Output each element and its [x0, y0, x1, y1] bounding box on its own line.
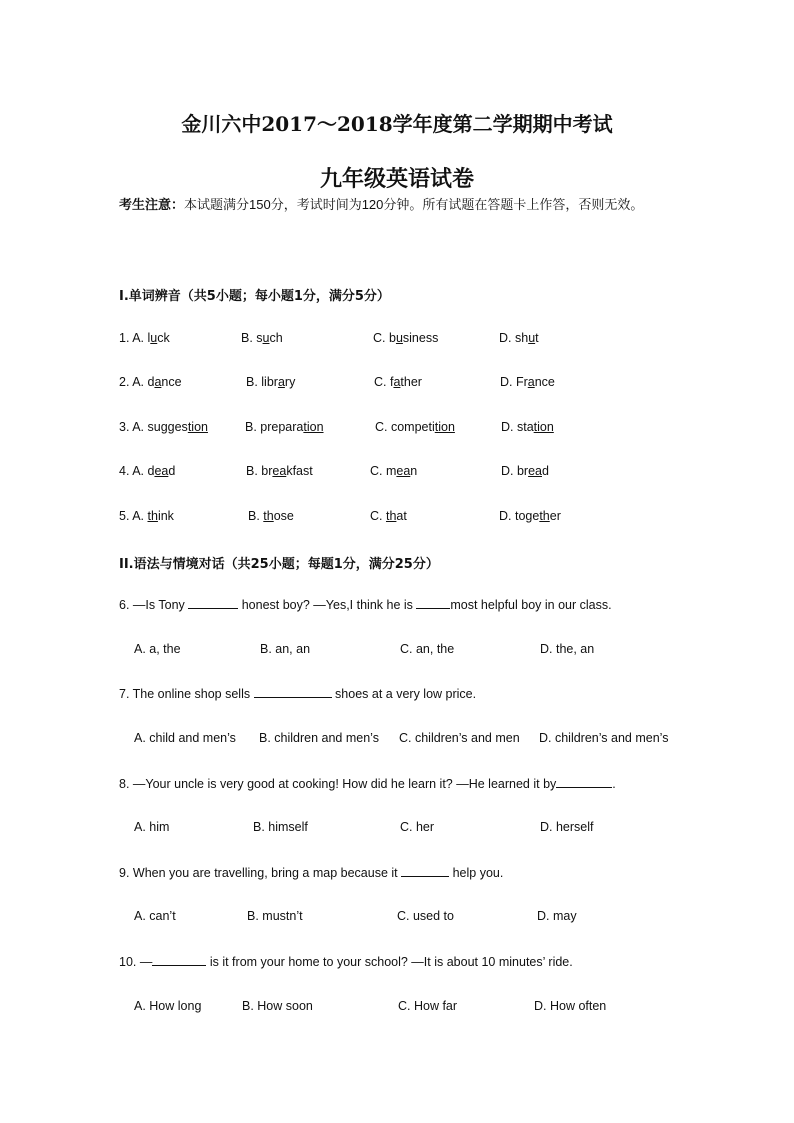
question-6: 6. —Is Tony honest boy? —Yes,I think he is most helpful boy in our class.	[119, 598, 612, 612]
q7-option-c: C. children’s and men	[399, 731, 520, 745]
q3-option-b: B. preparation	[245, 420, 324, 434]
exam-notice	[119, 194, 643, 213]
answer-blank	[152, 954, 206, 966]
q5-option-b: B. those	[248, 509, 294, 523]
q6-option-d: D. the, an	[540, 642, 595, 656]
q4-option-a: 4. A. dead	[119, 464, 176, 478]
q10-option-b: B. How soon	[242, 999, 313, 1013]
section-2-heading: II.语法与情境对话（共25小题；每题1分，满分25分）	[119, 557, 439, 572]
underlined-letters: a	[527, 375, 535, 389]
question-8: 8. —Your uncle is very good at cooking! How did he learn it? —He learned it by .	[119, 777, 616, 791]
q8-option-d: D. herself	[540, 820, 594, 834]
q2-option-b: B. library	[246, 375, 296, 389]
q8-option-c: C. her	[400, 820, 435, 834]
answer-blank	[401, 865, 449, 877]
answer-blank	[188, 597, 238, 609]
q6-option-a: A. a, the	[134, 642, 181, 656]
underlined-letters: tion	[187, 420, 208, 434]
question-10: 10. — is it from your home to your school? —It is about 10 minutes’ ride.	[119, 955, 573, 969]
q8-option-a: A. him	[134, 820, 170, 834]
underlined-letters: tion	[533, 420, 554, 434]
q9-option-a: A. can’t	[134, 909, 176, 923]
question-9: 9. When you are travelling, bring a map because it help you.	[119, 866, 504, 880]
underlined-letters: ea	[154, 464, 169, 478]
q8-option-b: B. himself	[253, 820, 308, 834]
q10-option-c: C. How far	[398, 999, 458, 1013]
q2-option-a: 2. A. dance	[119, 375, 182, 389]
q4-option-b: B. breakfast	[246, 464, 313, 478]
underlined-letters: th	[147, 509, 158, 523]
q6-option-c: C. an, the	[400, 642, 455, 656]
underlined-letters: a	[277, 375, 285, 389]
underlined-letters: th	[539, 509, 550, 523]
answer-blank	[416, 597, 450, 609]
underlined-letters: th	[263, 509, 274, 523]
q9-option-c: C. used to	[397, 909, 454, 923]
underlined-letters: u	[262, 331, 270, 345]
q1-option-c: C. business	[373, 331, 439, 345]
answer-blank	[556, 776, 612, 788]
q9-option-b: B. mustn’t	[247, 909, 303, 923]
q5-option-c: C. that	[370, 509, 407, 523]
underlined-letters: ea	[396, 464, 411, 478]
q2-option-d: D. France	[500, 375, 555, 389]
q7-option-b: B. children and men’s	[259, 731, 379, 745]
q3-option-d: D. station	[501, 420, 554, 434]
underlined-letters: tion	[434, 420, 455, 434]
notice-label: 考生注意：	[119, 197, 185, 212]
underlined-letters: a	[393, 375, 401, 389]
q9-option-d: D. may	[537, 909, 577, 923]
underlined-letters: a	[154, 375, 162, 389]
q5-option-a: 5. A. think	[119, 509, 174, 523]
answer-blank	[254, 686, 332, 698]
underlined-letters: u	[395, 331, 403, 345]
underlined-letters: u	[150, 331, 158, 345]
underlined-letters: tion	[303, 420, 324, 434]
q10-option-d: D. How often	[534, 999, 607, 1013]
q1-option-a: 1. A. luck	[119, 331, 170, 345]
exam-title: 金川六中2017～2018学年度第二学期期中考试	[181, 112, 613, 136]
notice-text: 本试题满分150分，考试时间为120分钟。所有试题在答题卡上作答，否则无效。	[184, 197, 644, 212]
q6-option-b: B. an, an	[260, 642, 311, 656]
underlined-letters: ea	[272, 464, 287, 478]
q3-option-a: 3. A. suggestion	[119, 420, 208, 434]
q7-option-d: D. children’s and men’s	[539, 731, 669, 745]
question-7: 7. The online shop sells shoes at a very low price.	[119, 687, 477, 701]
q2-option-c: C. father	[374, 375, 422, 389]
underlined-letters: ea	[528, 464, 542, 478]
q3-option-c: C. competition	[375, 420, 455, 434]
q5-option-d: D. together	[499, 509, 561, 523]
underlined-letters: th	[385, 509, 397, 523]
exam-subtitle: 九年级英语试卷	[319, 166, 474, 192]
q1-option-b: B. such	[241, 331, 283, 345]
q4-option-c: C. mean	[370, 464, 418, 478]
q7-option-a: A. child and men’s	[134, 731, 236, 745]
q1-option-d: D. shut	[499, 331, 539, 345]
q10-option-a: A. How long	[134, 999, 202, 1013]
q4-option-d: D. bread	[501, 464, 549, 478]
section-1-heading: I.单词辨音（共5小题；每小题1分，满分5分）	[119, 289, 390, 304]
underlined-letters: u	[528, 331, 536, 345]
